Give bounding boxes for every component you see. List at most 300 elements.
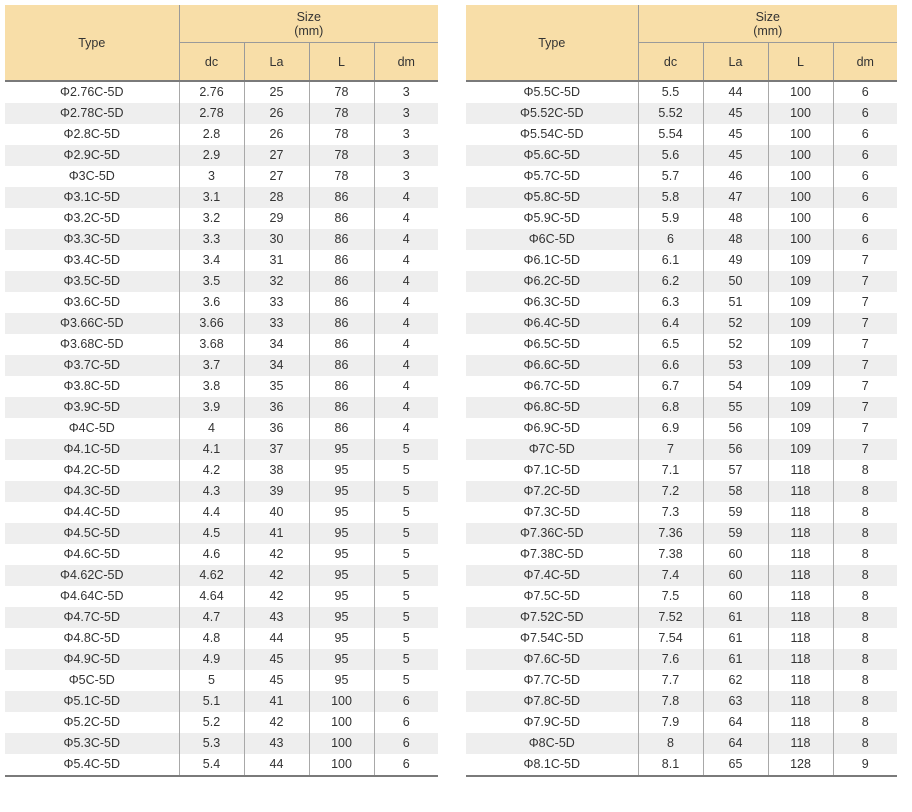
type-cell: Φ8C-5D <box>466 733 638 754</box>
la-cell: 44 <box>244 754 309 776</box>
type-cell: Φ7.4C-5D <box>466 565 638 586</box>
dc-cell: 6.2 <box>638 271 703 292</box>
dm-cell: 7 <box>833 397 897 418</box>
la-cell: 28 <box>244 187 309 208</box>
table-row <box>5 166 438 187</box>
dm-cell: 6 <box>833 229 897 250</box>
type-cell: Φ7.52C-5D <box>466 607 638 628</box>
la-cell: 45 <box>703 145 768 166</box>
l-cell: 78 <box>309 81 374 103</box>
l-cell: 109 <box>768 418 833 439</box>
dm-cell: 6 <box>374 754 438 776</box>
l-cell: 100 <box>309 691 374 712</box>
type-cell: Φ2.76C-5D <box>5 81 179 103</box>
size-table-right <box>466 5 897 777</box>
l-cell: 86 <box>309 229 374 250</box>
dc-cell: 7.7 <box>638 670 703 691</box>
l-cell: 86 <box>309 187 374 208</box>
l-cell: 86 <box>309 292 374 313</box>
dm-cell: 5 <box>402 631 410 645</box>
table-row <box>466 397 897 418</box>
dm-cell: 7 <box>833 313 897 334</box>
dm-cell: 6 <box>861 85 869 99</box>
dc-cell: 3.66 <box>179 313 244 334</box>
dm-cell: 7 <box>861 379 869 393</box>
la-cell: 33 <box>244 313 309 334</box>
la-cell: 44 <box>703 81 768 103</box>
table-row <box>466 481 897 502</box>
l-cell: 95 <box>309 649 374 670</box>
dm-cell: 7 <box>861 337 869 351</box>
dm-cell: 6 <box>374 733 438 754</box>
dc-cell: 3.6 <box>179 292 244 313</box>
dm-cell: 5 <box>374 649 438 670</box>
table-row <box>466 733 897 754</box>
table-row <box>5 439 438 460</box>
size-table-left <box>5 5 438 777</box>
l-cell: 109 <box>768 313 833 334</box>
l-cell: 100 <box>768 103 833 124</box>
dm-cell: 8 <box>861 673 869 687</box>
type-cell: Φ4.8C-5D <box>5 628 179 649</box>
la-cell: 56 <box>703 418 768 439</box>
dc-cell: 4.4 <box>179 502 244 523</box>
la-cell: 45 <box>703 103 768 124</box>
l-header: L <box>309 43 374 82</box>
la-cell: 30 <box>244 229 309 250</box>
l-cell: 95 <box>309 502 374 523</box>
dc-cell: 4.1 <box>179 439 244 460</box>
type-cell: Φ3.7C-5D <box>5 355 179 376</box>
type-cell: Φ4.62C-5D <box>5 565 179 586</box>
l-cell: 86 <box>309 334 374 355</box>
type-cell: Φ6.6C-5D <box>466 355 638 376</box>
dm-cell: 8 <box>861 631 869 645</box>
table-row <box>466 754 897 776</box>
table-row <box>466 670 897 691</box>
table-row <box>5 628 438 649</box>
type-cell: Φ4.2C-5D <box>5 460 179 481</box>
type-cell: Φ6.5C-5D <box>466 334 638 355</box>
dc-cell: 7.5 <box>638 586 703 607</box>
type-cell: Φ7.3C-5D <box>466 502 638 523</box>
dc-cell: 7.1 <box>638 460 703 481</box>
type-cell: Φ5.2C-5D <box>5 712 179 733</box>
type-cell: Φ5.54C-5D <box>466 124 638 145</box>
la-cell: 59 <box>703 523 768 544</box>
type-cell: Φ3.3C-5D <box>5 229 179 250</box>
table-row <box>5 544 438 565</box>
table-row <box>5 103 438 124</box>
l-cell: 128 <box>768 754 833 776</box>
table-row <box>466 439 897 460</box>
dm-cell: 7 <box>861 295 869 309</box>
table-row <box>466 292 897 313</box>
dc-cell: 8 <box>638 733 703 754</box>
table-row <box>466 544 897 565</box>
dc-cell: 5.52 <box>638 103 703 124</box>
la-cell: 27 <box>244 166 309 187</box>
table-row <box>466 649 897 670</box>
type-cell: Φ4C-5D <box>5 418 179 439</box>
dc-cell: 6.6 <box>638 355 703 376</box>
type-cell: Φ3.2C-5D <box>5 208 179 229</box>
dm-cell: 5 <box>402 673 410 687</box>
dm-cell: 7 <box>833 439 897 460</box>
dc-cell: 5.3 <box>179 733 244 754</box>
l-cell: 118 <box>768 481 833 502</box>
la-cell: 26 <box>244 103 309 124</box>
la-cell: 45 <box>244 670 309 691</box>
table-row <box>466 334 897 355</box>
type-cell: Φ3.68C-5D <box>5 334 179 355</box>
dc-cell: 7.54 <box>638 628 703 649</box>
type-header: Type <box>5 5 179 81</box>
table-row <box>466 229 897 250</box>
dm-cell: 6 <box>833 103 897 124</box>
size-header <box>179 5 438 43</box>
dc-cell: 6.7 <box>638 376 703 397</box>
dc-cell: 4.3 <box>179 481 244 502</box>
la-cell: 55 <box>703 397 768 418</box>
dm-cell: 8 <box>861 547 869 561</box>
table-row <box>466 103 897 124</box>
l-cell: 86 <box>309 355 374 376</box>
la-cell: 60 <box>703 586 768 607</box>
la-cell: 32 <box>244 271 309 292</box>
dm-cell: 5 <box>402 505 410 519</box>
l-cell: 100 <box>768 166 833 187</box>
dm-cell: 5 <box>402 589 410 603</box>
dc-cell: 5.5 <box>638 81 703 103</box>
la-cell: 43 <box>244 733 309 754</box>
dc-cell: 7.36 <box>638 523 703 544</box>
la-cell: 33 <box>244 292 309 313</box>
table-row <box>5 481 438 502</box>
dm-cell: 7 <box>861 421 869 435</box>
dm-cell: 4 <box>402 253 410 267</box>
l-cell: 118 <box>768 523 833 544</box>
la-cell: 35 <box>244 376 309 397</box>
dm-cell: 4 <box>374 187 438 208</box>
table-row <box>5 586 438 607</box>
la-cell: 37 <box>244 439 309 460</box>
la-cell: 27 <box>244 145 309 166</box>
dc-cell: 4.8 <box>179 628 244 649</box>
type-cell: Φ6.2C-5D <box>466 271 638 292</box>
type-cell: Φ3.1C-5D <box>5 187 179 208</box>
l-cell: 78 <box>309 145 374 166</box>
l-cell: 95 <box>309 544 374 565</box>
la-cell: 60 <box>703 565 768 586</box>
dm-cell: 7 <box>833 355 897 376</box>
dm-cell: 7 <box>833 271 897 292</box>
dc-cell: 5.1 <box>179 691 244 712</box>
dc-cell: 7.6 <box>638 649 703 670</box>
la-cell: 36 <box>244 397 309 418</box>
type-cell: Φ3.8C-5D <box>5 376 179 397</box>
dm-cell: 6 <box>402 715 410 729</box>
la-cell: 34 <box>244 355 309 376</box>
l-cell: 118 <box>768 628 833 649</box>
table-row <box>466 81 897 103</box>
l-cell: 78 <box>309 103 374 124</box>
type-cell: Φ4.6C-5D <box>5 544 179 565</box>
dc-cell: 7.52 <box>638 607 703 628</box>
l-cell: 95 <box>309 586 374 607</box>
dm-cell: 3 <box>402 127 410 141</box>
l-cell: 118 <box>768 460 833 481</box>
table-row <box>466 208 897 229</box>
table-row <box>5 523 438 544</box>
type-cell: Φ6.9C-5D <box>466 418 638 439</box>
l-cell: 118 <box>768 649 833 670</box>
l-cell: 86 <box>309 271 374 292</box>
type-cell: Φ6C-5D <box>466 229 638 250</box>
dc-cell: 7.3 <box>638 502 703 523</box>
table-row <box>5 502 438 523</box>
l-cell: 109 <box>768 355 833 376</box>
l-cell: 109 <box>768 439 833 460</box>
la-cell: 34 <box>244 334 309 355</box>
l-cell: 109 <box>768 397 833 418</box>
la-cell: 29 <box>244 208 309 229</box>
la-cell: 42 <box>244 712 309 733</box>
la-cell: 41 <box>244 691 309 712</box>
dc-cell: 7.2 <box>638 481 703 502</box>
dc-cell: 4 <box>179 418 244 439</box>
la-cell: 42 <box>244 544 309 565</box>
la-cell: 51 <box>703 292 768 313</box>
la-cell: 54 <box>703 376 768 397</box>
dc-cell: 3.68 <box>179 334 244 355</box>
type-cell: Φ5.9C-5D <box>466 208 638 229</box>
dc-cell: 3.9 <box>179 397 244 418</box>
table-row <box>5 607 438 628</box>
dc-header: dc <box>179 43 244 82</box>
la-cell: 25 <box>244 81 309 103</box>
dc-cell: 3.5 <box>179 271 244 292</box>
l-cell: 86 <box>309 376 374 397</box>
type-cell: Φ3.66C-5D <box>5 313 179 334</box>
l-cell: 118 <box>768 712 833 733</box>
type-header: Type <box>466 5 638 81</box>
l-cell: 100 <box>309 754 374 776</box>
size-header-unit: (mm) <box>294 23 324 38</box>
type-cell: Φ2.78C-5D <box>5 103 179 124</box>
table-row <box>466 628 897 649</box>
dc-cell: 2.8 <box>179 124 244 145</box>
table-row <box>5 397 438 418</box>
table-row <box>466 691 897 712</box>
la-cell: 62 <box>703 670 768 691</box>
size-header-label: Size <box>296 9 321 24</box>
la-cell: 26 <box>244 124 309 145</box>
la-cell: 61 <box>703 628 768 649</box>
dm-cell: 8 <box>833 565 897 586</box>
dm-cell: 6 <box>861 169 869 183</box>
la-cell: 38 <box>244 460 309 481</box>
dc-cell: 7.8 <box>638 691 703 712</box>
l-cell: 95 <box>309 460 374 481</box>
dc-cell: 6.4 <box>638 313 703 334</box>
type-cell: Φ5.3C-5D <box>5 733 179 754</box>
type-cell: Φ6.1C-5D <box>466 250 638 271</box>
la-cell: 59 <box>703 502 768 523</box>
l-cell: 100 <box>309 733 374 754</box>
dm-cell: 8 <box>861 589 869 603</box>
table-row <box>5 691 438 712</box>
la-cell: 39 <box>244 481 309 502</box>
type-cell: Φ7.1C-5D <box>466 460 638 481</box>
dm-cell: 5 <box>374 481 438 502</box>
dc-cell: 6.9 <box>638 418 703 439</box>
l-cell: 118 <box>768 733 833 754</box>
table-row <box>5 229 438 250</box>
dc-cell: 3.2 <box>179 208 244 229</box>
dc-cell: 7.4 <box>638 565 703 586</box>
table-row <box>466 187 897 208</box>
dm-cell: 8 <box>861 505 869 519</box>
dm-cell: 4 <box>374 271 438 292</box>
dc-cell: 7.9 <box>638 712 703 733</box>
dm-cell: 5 <box>374 565 438 586</box>
dc-cell: 4.9 <box>179 649 244 670</box>
dm-cell: 8 <box>833 649 897 670</box>
la-cell: 46 <box>703 166 768 187</box>
dc-cell: 6.3 <box>638 292 703 313</box>
table-row <box>5 187 438 208</box>
l-cell: 100 <box>309 712 374 733</box>
l-cell: 86 <box>309 250 374 271</box>
l-cell: 95 <box>309 481 374 502</box>
la-cell: 65 <box>703 754 768 776</box>
la-cell: 41 <box>244 523 309 544</box>
dm-cell: 3 <box>402 85 410 99</box>
dm-cell: 5 <box>374 439 438 460</box>
dc-cell: 2.76 <box>179 81 244 103</box>
dm-header: dm <box>374 43 438 82</box>
la-cell: 61 <box>703 649 768 670</box>
l-cell: 86 <box>309 418 374 439</box>
table-row <box>466 313 897 334</box>
dm-cell: 4 <box>402 295 410 309</box>
l-cell: 100 <box>768 229 833 250</box>
dc-cell: 2.9 <box>179 145 244 166</box>
la-cell: 43 <box>244 607 309 628</box>
type-cell: Φ4.4C-5D <box>5 502 179 523</box>
table-row <box>466 250 897 271</box>
dm-cell: 8 <box>861 715 869 729</box>
type-cell: Φ5C-5D <box>5 670 179 691</box>
table-row <box>466 586 897 607</box>
type-cell: Φ5.8C-5D <box>466 187 638 208</box>
type-cell: Φ5.7C-5D <box>466 166 638 187</box>
la-cell: 57 <box>703 460 768 481</box>
type-cell: Φ4.7C-5D <box>5 607 179 628</box>
la-cell: 61 <box>703 607 768 628</box>
l-cell: 100 <box>768 81 833 103</box>
la-header: La <box>703 43 768 82</box>
dm-cell: 4 <box>374 355 438 376</box>
dm-cell: 4 <box>374 229 438 250</box>
type-cell: Φ5.52C-5D <box>466 103 638 124</box>
l-cell: 109 <box>768 250 833 271</box>
type-cell: Φ7C-5D <box>466 439 638 460</box>
type-cell: Φ7.8C-5D <box>466 691 638 712</box>
dc-cell: 3 <box>179 166 244 187</box>
type-cell: Φ3.5C-5D <box>5 271 179 292</box>
dc-cell: 2.78 <box>179 103 244 124</box>
table-row <box>466 166 897 187</box>
table-row <box>466 271 897 292</box>
la-cell: 47 <box>703 187 768 208</box>
l-cell: 109 <box>768 334 833 355</box>
la-cell: 36 <box>244 418 309 439</box>
dm-cell: 3 <box>402 169 410 183</box>
l-cell: 78 <box>309 124 374 145</box>
type-cell: Φ3C-5D <box>5 166 179 187</box>
table-row <box>5 649 438 670</box>
dm-cell: 5 <box>402 463 410 477</box>
table-row <box>466 145 897 166</box>
type-cell: Φ8.1C-5D <box>466 754 638 776</box>
table-row <box>466 355 897 376</box>
dc-cell: 5.8 <box>638 187 703 208</box>
dm-header: dm <box>833 43 897 82</box>
type-cell: Φ7.5C-5D <box>466 586 638 607</box>
dm-cell: 8 <box>833 481 897 502</box>
la-cell: 45 <box>244 649 309 670</box>
type-cell: Φ6.4C-5D <box>466 313 638 334</box>
dc-cell: 3.8 <box>179 376 244 397</box>
dc-header: dc <box>638 43 703 82</box>
dm-cell: 6 <box>861 127 869 141</box>
dm-cell: 6 <box>374 691 438 712</box>
dc-cell: 4.7 <box>179 607 244 628</box>
type-cell: Φ3.6C-5D <box>5 292 179 313</box>
dm-cell: 5 <box>374 523 438 544</box>
dm-cell: 8 <box>833 607 897 628</box>
dc-cell: 3.1 <box>179 187 244 208</box>
la-cell: 56 <box>703 439 768 460</box>
dc-cell: 4.2 <box>179 460 244 481</box>
dc-cell: 6.1 <box>638 250 703 271</box>
dm-cell: 8 <box>833 733 897 754</box>
table-row <box>5 565 438 586</box>
table-row <box>466 124 897 145</box>
l-cell: 118 <box>768 586 833 607</box>
la-cell: 64 <box>703 712 768 733</box>
type-cell: Φ7.2C-5D <box>466 481 638 502</box>
l-cell: 100 <box>768 145 833 166</box>
l-cell: 95 <box>309 670 374 691</box>
dm-cell: 8 <box>861 463 869 477</box>
dc-cell: 3.7 <box>179 355 244 376</box>
dc-cell: 4.64 <box>179 586 244 607</box>
l-cell: 118 <box>768 607 833 628</box>
table-row <box>5 145 438 166</box>
type-cell: Φ2.8C-5D <box>5 124 179 145</box>
size-header-label: Size <box>755 9 780 24</box>
dm-cell: 3 <box>374 103 438 124</box>
l-cell: 118 <box>768 544 833 565</box>
type-cell: Φ6.7C-5D <box>466 376 638 397</box>
dc-cell: 6 <box>638 229 703 250</box>
type-cell: Φ5.4C-5D <box>5 754 179 776</box>
table-row <box>5 81 438 103</box>
type-cell: Φ5.6C-5D <box>466 145 638 166</box>
